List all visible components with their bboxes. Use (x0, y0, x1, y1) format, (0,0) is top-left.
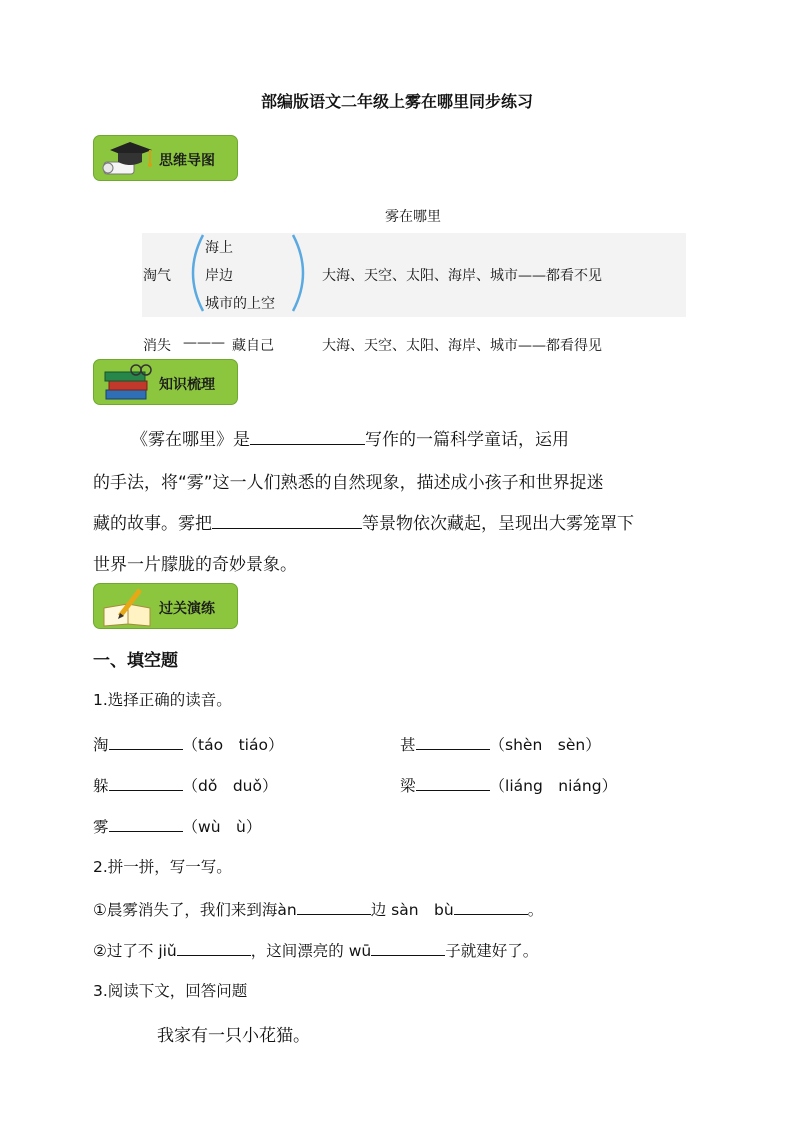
q1-char: 雾 (93, 818, 109, 836)
q2-s1-part1: ①晨雾消失了，我们来到海àn (93, 901, 297, 919)
knowledge-badge (93, 359, 238, 405)
q1-item-wu (93, 813, 261, 837)
mindmap-title: 雾在哪里 (385, 209, 441, 225)
mindmap-row2-lead: 消失 (143, 338, 171, 354)
q3-title: 3.阅读下文，回答问题 (93, 982, 248, 1000)
q2-s2-part3: 子就建好了。 (445, 942, 539, 960)
knowledge-line3-start: 藏的故事。雾把 (93, 514, 212, 534)
q1-item-tao (93, 731, 283, 755)
q2-blank-jiu[interactable] (177, 937, 251, 956)
knowledge-line1-end: 写作的一篇科学童话，运用 (365, 430, 569, 450)
practice-badge-label: 过关演练 (159, 601, 215, 617)
notebook-pencil-icon (100, 586, 156, 628)
q2-title: 2.拼一拼，写一写。 (93, 858, 232, 876)
q1-char: 淘 (93, 736, 109, 754)
knowledge-line-3 (93, 509, 634, 534)
mindmap-row2-dash: ——— (183, 335, 225, 351)
mindmap-badge-label: 思维导图 (159, 153, 215, 169)
mindmap-place-sea: 海上 (205, 240, 233, 256)
q1-char: 梁 (400, 777, 416, 795)
mindmap-row2-action: 藏自己 (232, 338, 274, 354)
q1-item-shen (400, 731, 601, 755)
blank-writer[interactable] (250, 426, 365, 445)
mindmap-badge (93, 135, 238, 181)
q2-sentence-1 (93, 896, 543, 920)
section-heading: 一、填空题 (93, 651, 178, 671)
knowledge-line-4: 世界一片朦胧的奇妙景象。 (93, 555, 297, 575)
q1-item-duo (93, 772, 277, 796)
q1-answer-blank[interactable] (109, 813, 183, 832)
q2-blank-an[interactable] (297, 896, 371, 915)
knowledge-badge-label: 知识梳理 (159, 377, 215, 393)
page-title: 部编版语文二年级上雾在哪里同步练习 (260, 92, 533, 111)
mindmap-row2-result: 大海、天空、太阳、海岸、城市——都看得见 (322, 338, 602, 354)
blank-scenery[interactable] (212, 510, 362, 529)
q2-s1-part3: 。 (527, 901, 544, 919)
mindmap-place-shore: 岸边 (205, 268, 233, 284)
q2-sentence-2 (93, 937, 538, 961)
mindmap-row1-result: 大海、天空、太阳、海岸、城市——都看不见 (322, 268, 602, 284)
knowledge-line-2: 的手法，将“雾”这一人们熟悉的自然现象，描述成小孩子和世界捉迷 (93, 473, 604, 493)
knowledge-line1-start: 《雾在哪里》是 (131, 430, 250, 450)
q3-text: 我家有一只小花猫。 (157, 1026, 310, 1046)
mindmap-row1-lead: 淘气 (143, 268, 171, 284)
q1-options: （wù ù） (182, 818, 262, 836)
q1-options: （shèn sèn） (489, 736, 601, 754)
books-icon (100, 362, 156, 404)
q2-blank-wu[interactable] (371, 937, 445, 956)
q1-item-liang (400, 772, 617, 796)
q2-s2-part2: ，这间漂亮的 wū (250, 942, 372, 960)
q1-answer-blank[interactable] (416, 772, 490, 791)
q2-s2-part1: ②过了不 jiǔ (93, 942, 177, 960)
q1-title: 1.选择正确的读音。 (93, 691, 232, 709)
q2-s1-part2: 边 sàn bù (370, 901, 454, 919)
graduation-cap-icon (100, 138, 156, 180)
q1-options: （táo tiáo） (182, 736, 284, 754)
knowledge-line-1 (131, 425, 569, 450)
q1-char: 躲 (93, 777, 109, 795)
q2-blank-sanbu[interactable] (454, 896, 528, 915)
q1-answer-blank[interactable] (416, 731, 490, 750)
knowledge-line3-end: 等景物依次藏起，呈现出大雾笼罩下 (362, 514, 634, 534)
q1-options: （liáng niáng） (489, 777, 618, 795)
practice-badge (93, 583, 238, 629)
q1-answer-blank[interactable] (109, 731, 183, 750)
q1-answer-blank[interactable] (109, 772, 183, 791)
q1-options: （dǒ duǒ） (182, 777, 278, 795)
mindmap-place-city: 城市的上空 (205, 296, 275, 312)
q1-char: 甚 (400, 736, 416, 754)
